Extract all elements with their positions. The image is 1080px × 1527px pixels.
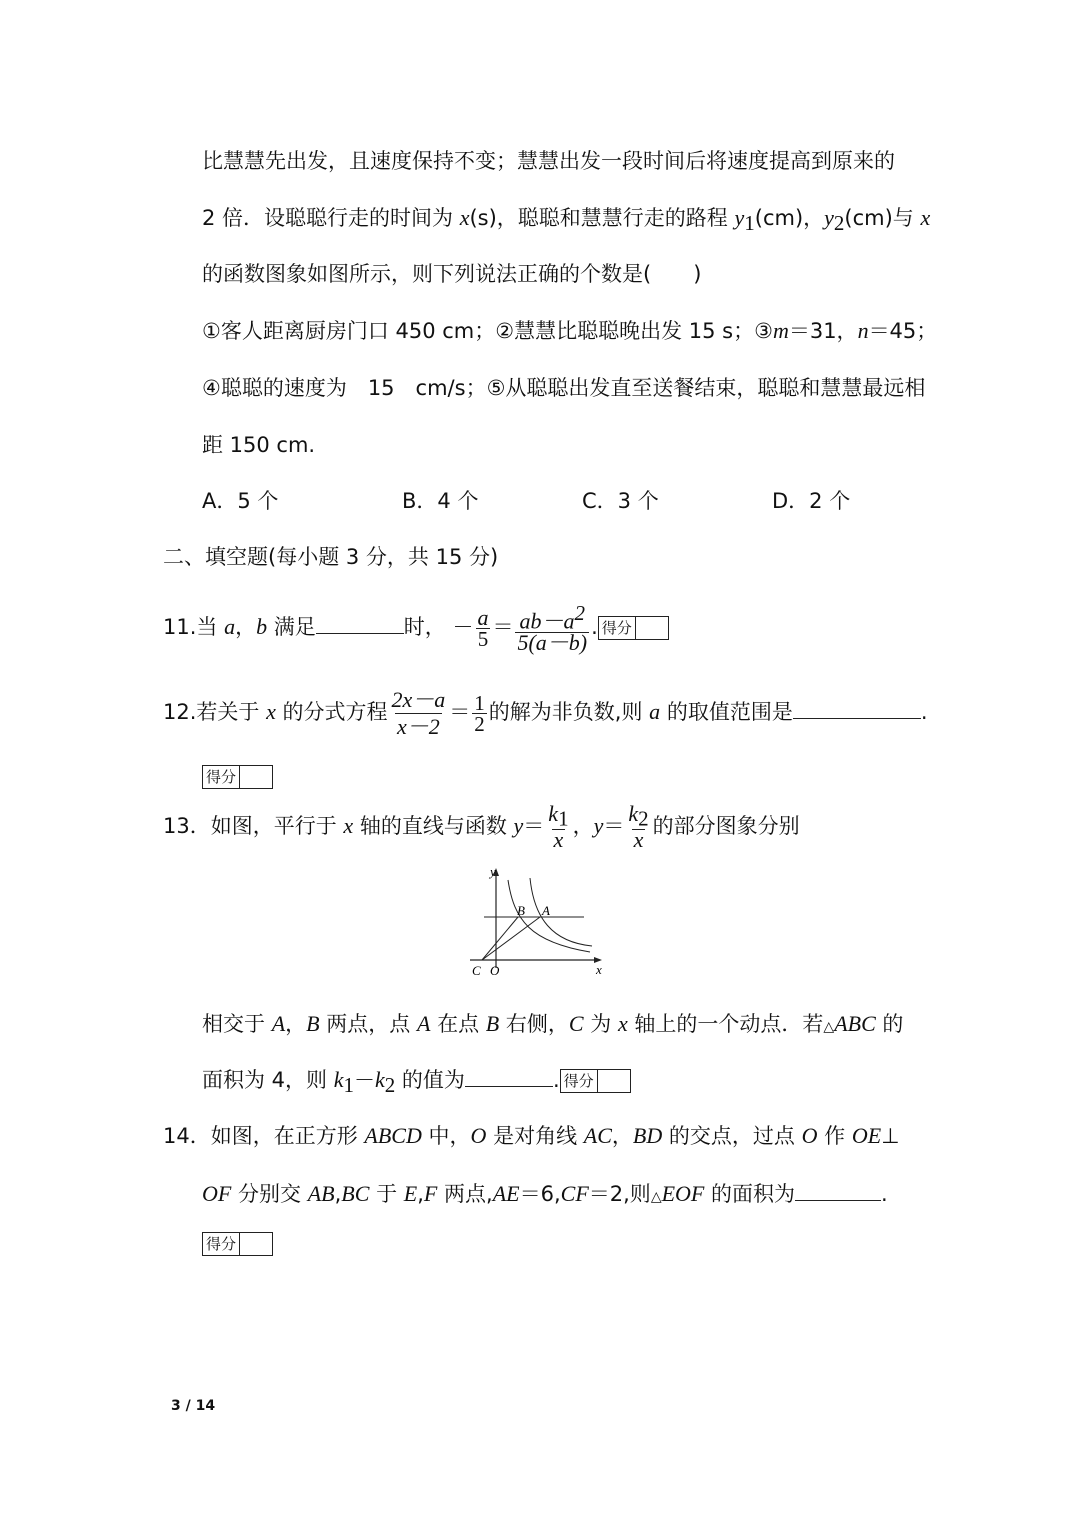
question-12: 12.若关于 x 的分式方程 $\frac{2x-a}{x-2}$ ＝ $\frac{1}{2}$ 的解为非负数,则 a 的取值范围是 .: [163, 686, 928, 739]
answer-blank-13[interactable]: [465, 1064, 553, 1087]
label-O: O: [490, 963, 500, 978]
question-13-line1: 13．如图，平行于 x 轴的直线与函数 y＝ $\frac{k_1}{x}$ ，y＝ $\frac{k_2}{x}$ 的部分图象分别: [163, 801, 800, 852]
fraction-half: $\frac{1}{2}$: [474, 690, 485, 736]
option-b[interactable]: B．4 个: [402, 489, 479, 513]
score-box-14: 得分: [202, 1228, 273, 1258]
label-x: x: [596, 962, 602, 977]
score-input[interactable]: [636, 617, 668, 639]
segment-CB: [482, 917, 518, 960]
answer-blank-14[interactable]: [795, 1178, 881, 1201]
score-input[interactable]: [240, 766, 272, 788]
segment-CA: [482, 917, 540, 960]
label-y: y: [490, 864, 496, 879]
fraction-equation: $\frac{2x-a}{x-2}$: [391, 686, 446, 739]
option-c[interactable]: C．3 个: [582, 489, 659, 513]
q10-line2: 2 倍．设聪聪行走的时间为 x(s)，聪聪和慧慧行走的路程 $y_1(cm)$，$y_2(cm)$与 x: [202, 205, 931, 236]
score-input[interactable]: [598, 1070, 630, 1092]
q13-figure: [460, 860, 620, 980]
label-C: C: [472, 963, 481, 978]
q10-line6: 距 150 cm.: [202, 433, 316, 457]
label-B: B: [517, 903, 525, 918]
answer-blank-12[interactable]: [793, 696, 921, 719]
q10-line5: ④聪聪的速度为 15 cm/s；⑤从聪聪出发直至送餐结束，聪聪和慧慧最远相: [202, 376, 926, 400]
question-13-line2: 相交于 A，B 两点，点 A 在点 B 右侧，C 为 x 轴上的一个动点．若△ABC 的: [202, 1011, 904, 1036]
fraction-k1-over-x: $\frac{k_1}{x}$: [548, 801, 569, 852]
score-input[interactable]: [240, 1233, 272, 1255]
option-d[interactable]: D．2 个: [772, 489, 851, 513]
answer-blank-11[interactable]: [316, 611, 404, 634]
question-14-line2: OF 分别交 AB,BC 于 E,F 两点,AE＝6,CF＝2,则△EOF 的面积为 .: [202, 1178, 888, 1212]
score-box: 得分: [598, 616, 669, 640]
q10-line3: 的函数图象如图所示，则下列说法正确的个数是( ): [202, 262, 702, 286]
label-A: A: [542, 903, 550, 918]
q10-line4: ①客人距离厨房门口 450 cm；②慧慧比聪聪晚出发 15 s；③m＝31，n＝45；: [202, 318, 938, 343]
fraction-a-over-5: $\frac{a}{5}$: [477, 604, 489, 651]
fraction-rhs: $\frac{ab-a^2}{5(a-b)}$: [517, 601, 588, 655]
question-11: 11.当 a，b 满足 时， － $\frac{a}{5}$ ＝ $\frac{ab-a^2}{5(a-b)}$ . 得分: [163, 600, 669, 656]
score-box-12: 得分: [202, 761, 273, 791]
option-a[interactable]: A．5 个: [202, 489, 279, 513]
q10-line1: 比慧慧先出发，且速度保持不变；慧慧出发一段时间后将速度提高到原来的: [202, 149, 895, 173]
page-number: 3 / 14: [171, 1398, 216, 1414]
section-heading: 二、填空题(每小题 3 分，共 15 分): [163, 545, 499, 569]
question-14-line1: 14．如图，在正方形 ABCD 中，O 是对角线 AC，BD 的交点，过点 O 作 OE⊥: [163, 1123, 900, 1148]
fraction-k2-over-x: $\frac{k_2}{x}$: [628, 801, 649, 852]
question-13-line3: 面积为 4，则 $k_1-k_2$ 的值为 . 得分: [202, 1064, 631, 1100]
score-box: 得分: [560, 1069, 631, 1093]
